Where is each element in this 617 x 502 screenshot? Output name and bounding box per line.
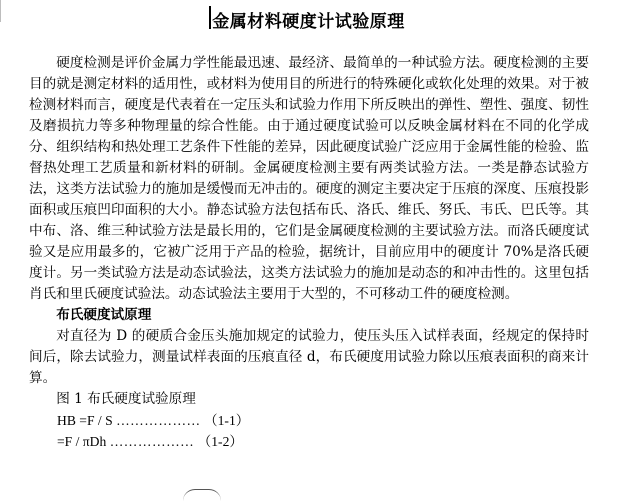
document-title-line bbox=[0, 7, 617, 32]
section-heading: 布氏硬度试原理 bbox=[56, 307, 152, 323]
formula-leader-dots: ……………… bbox=[109, 434, 195, 449]
formula-line-2 bbox=[57, 431, 589, 452]
figure-caption: 图 1 布氏硬度试验原理 bbox=[56, 391, 196, 407]
section-paragraph: 对直径为 D 的硬质合金压头施加规定的试验力，使压头压入试样表面，经规定的保持时间后，除去试验力，测量试样表面的压痕直径 d，布氏硬度用试验力除以压痕表面积的商来计算。 bbox=[29, 328, 589, 386]
intro-paragraph: 硬度检测是评价金属力学性能最迅速、最经济、最简单的一种试验方法。硬度检测的主要目的就是测定材料的适用性，或材料为使用目的所进行的特殊硬化或软化处理的效果。对于被检测材料而言，硬度是代表着在一定压头和试验力作用下所反映出的弹性、塑性、强度、韧性及磨损抗力等多种物理量的综合性能。由于通过硬度试验可以反映金属材料在不同的化学成分、组织结构和热处理工艺条件下性能的差异，因此硬度试验广泛应用于金属性能的检验、监督热处理工艺质量和新材料的研制。金属硬度检测主要有两类试验方法。一类是静态试验方法，这类方法试验力的施加是缓慢而无冲击的。硬度的测定主要决定于压痕的深度、压痕投影面积或压痕凹印面积的大小。静态试验方法包括布氏、洛氏、维氏、努氏、韦氏、巴氏等。其中布、洛、维三种试验方法是最长用的，它们是金属硬度检测的主要试验方法。而洛氏硬度试验又是应用最多的，它被广泛用于产品的检验，据统计，目前应用中的硬度计 70%是洛氏硬度计。另一类试验方法是动态试验法，这类方法试验力的施加是动态的和冲击性的。这里包括肖氏和里氏硬度试验法。动态试验法主要用于大型的，不可移动工件的硬度检测。 bbox=[29, 55, 589, 302]
clipped-formula-glyph bbox=[183, 489, 221, 502]
formula-expression: =F / πDh bbox=[57, 434, 107, 449]
formula-number: （1-1） bbox=[204, 413, 250, 428]
formula-number: （1-2） bbox=[197, 434, 243, 449]
document-title-wrap bbox=[212, 7, 405, 32]
document-body[interactable] bbox=[29, 53, 589, 452]
text-cursor bbox=[209, 6, 211, 29]
document-title[interactable]: 金属材料硬度计试验原理 bbox=[212, 12, 405, 32]
formula-line-1 bbox=[57, 410, 589, 431]
formula-leader-dots: ……………… bbox=[116, 413, 201, 428]
formula-expression: HB =F / S bbox=[57, 413, 113, 428]
